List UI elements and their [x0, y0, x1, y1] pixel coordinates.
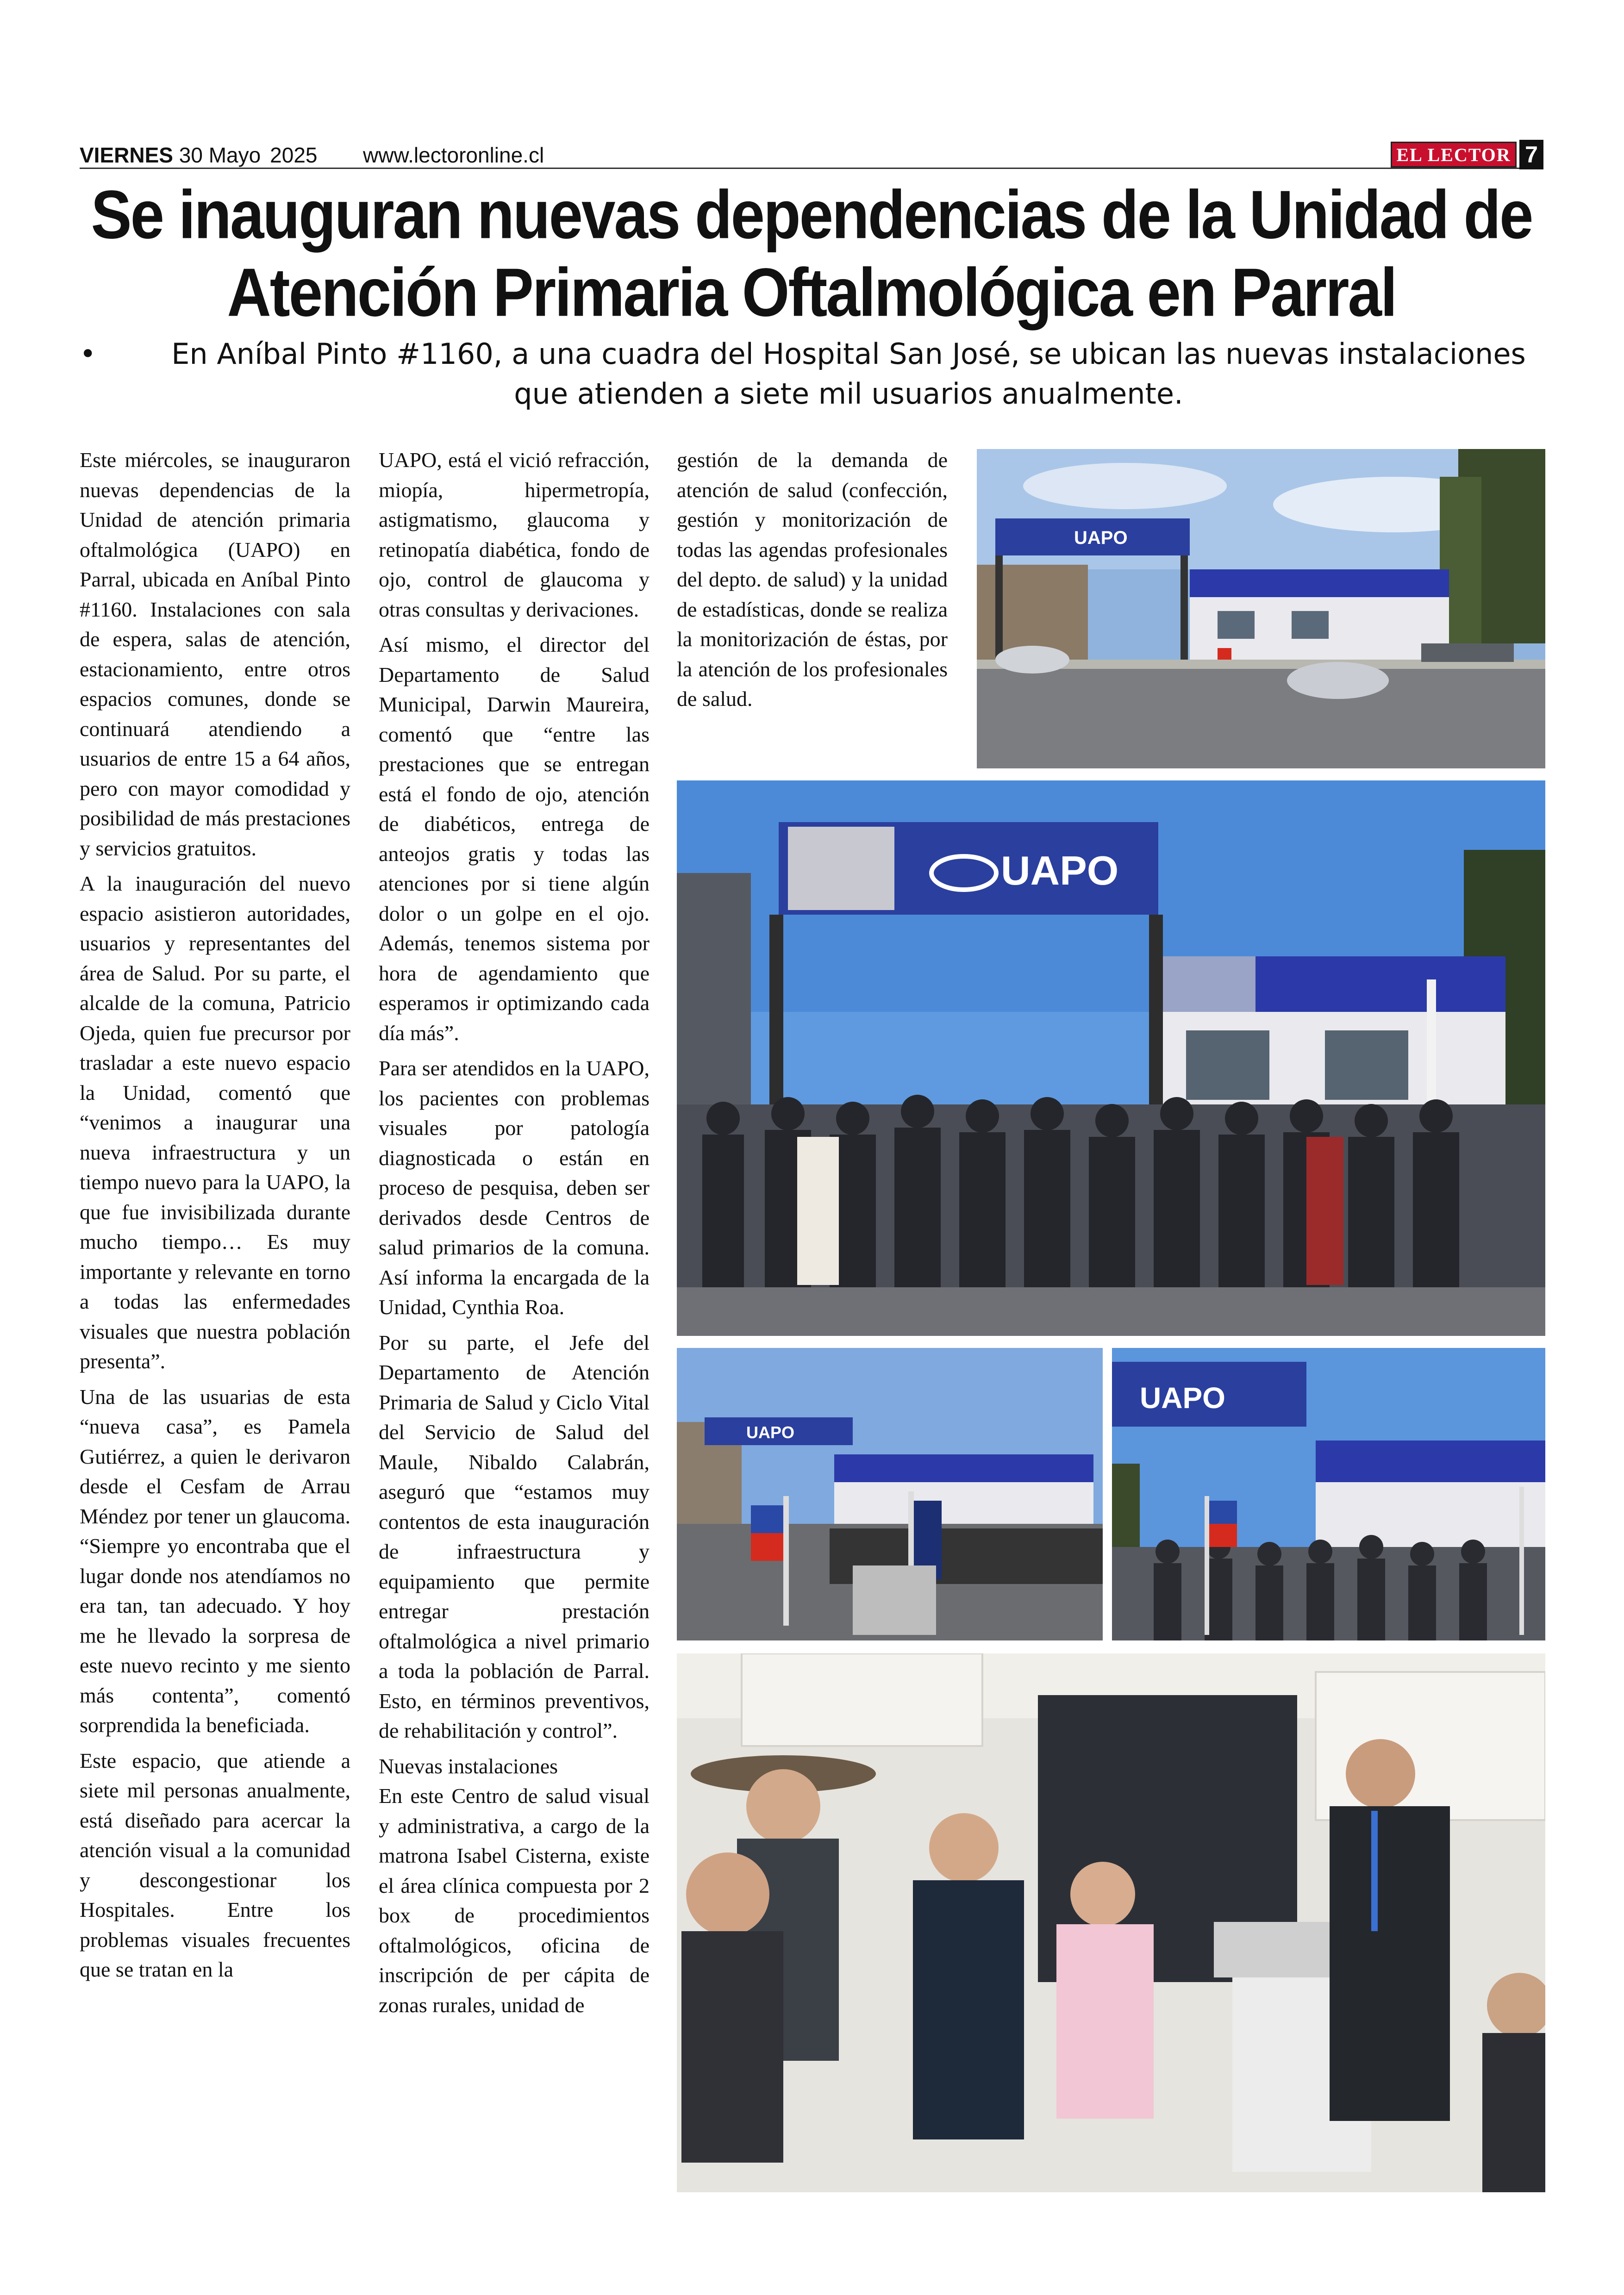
column3-paragraph: gestión de la demanda de atención de salud (confección, gestión y monitorización de todas las agendas profesionales del depto. de salud) y la unidad de estadísticas, donde se realiza la monitorización de éstas, por la atención de los profesionales de salud.	[677, 448, 948, 711]
column1-paragraph: Este miércoles, se inauguraron nuevas dependencias de la Unidad de atención primaria oftalmológica (UAPO) en Parral, ubicada en Aníbal Pinto #1160. Instalaciones con sala de espera, salas de atención, estacionamiento, entre otros espacios comunes, donde se continuará atendiendo a usuarios de entre 15 a 64 años, pero con mayor comodidad y posibilidad de más prestaciones y servicios gratuitos.	[80, 448, 350, 860]
deck-text: En Aníbal Pinto #1160, a una cuadra del Hospital San José, se ubican las nuevas instalaciones que atienden a siete mil usuarios anualmente.	[171, 337, 1526, 411]
article-headline	[80, 176, 1543, 331]
photo-group-inauguration-image	[677, 780, 1545, 1336]
newspaper-logo-text: EL LECTOR	[1396, 144, 1511, 165]
column2-paragraph: Así mismo, el director del Departamento de Salud Municipal, Darwin Maureira, comentó que “entre las prestaciones que se entregan está el fondo de ojo, atención de diabéticos, entrega de anteojos gratis y todas las atenciones por si tiene algún dolor o un golpe en el ojo. Además, tenemos sistema por hora de agendamiento que esperamos ir optimizando cada día más”.	[379, 633, 650, 1045]
photo-facade-flags-image	[677, 1348, 1103, 1640]
column2-paragraph: Por su parte, el Jefe del Departamento de Atención Primaria de Salud y Ciclo Vital del Servicio de Salud del Maule, Nibaldo Calabrán, aseguró que “estamos muy contentos de esta inauguración de infraestructura y equipamiento que permite entregar prestación oftalmológica a nivel primario a toda la población de Parral. Esto, en términos preventivos, de rehabilitación y control”.	[379, 1330, 650, 1742]
photo-group-inauguration	[677, 780, 1545, 1336]
column2-paragraph: UAPO, está el vició refracción, miopía, hipermetropía, astigmatismo, glaucoma y retinopatía diabética, fondo de ojo, control de glaucoma y otras consultas y derivaciones.	[379, 448, 650, 621]
photo-facade-flags	[677, 1348, 1103, 1640]
deck-bullet: •	[80, 338, 96, 370]
column1-paragraph: Una de las usuarias de esta “nueva casa”, es Pamela Gutiérrez, a quien le derivaron desde el Cesfam de Arrau Méndez por tener un glaucoma. “Siempre yo encontraba que el lugar donde nos atendíamos no era tan, tan adecuado. Y hoy me he llevado la sorpresa de este nuevo recinto y me siento más contenta”, comentó sorprendida la beneficiada.	[80, 1384, 350, 1737]
article-column-2	[379, 445, 650, 2026]
column1-paragraph: Este espacio, que atiende a siete mil personas anualmente, está diseñado para acercar la atención visual a la comunidad y descongestionar los Hospitales. Entre los problemas visuales frecuentes que se tratan en la	[80, 1748, 350, 1981]
header-day: VIERNES	[80, 143, 173, 167]
column2-paragraph: En este Centro de salud visual y administrativa, a cargo de la matrona Isabel Cisterna, existe el área clínica compuesta por 2 box de procedimientos oftalmológicos, oficina de inscripción de per cápita de zonas rurales, unidad de	[379, 1784, 650, 2017]
page-number: 7	[1519, 140, 1543, 169]
photo2-sign-text: UAPO	[1001, 848, 1119, 893]
column2-paragraph: Para ser atendidos en la UAPO, los pacientes con problemas visuales por patología diagnosticada o están en proceso de pesquisa, deben ser derivados desde Centros de salud primarios de la comuna. Así informa la encargada de la Unidad, Cynthia Roa.	[379, 1056, 650, 1319]
photo-ribbon-cutting-image	[1112, 1348, 1545, 1640]
article-column-1	[80, 445, 350, 1990]
page-header	[80, 140, 1543, 168]
article-column-3	[677, 445, 948, 720]
photo1-sign-text: UAPO	[1074, 528, 1128, 548]
header-date-number: 30	[179, 143, 203, 167]
column2-subheading: Nuevas instalaciones	[379, 1754, 558, 1778]
newspaper-logo	[1391, 142, 1517, 168]
headline-line-2: Atención Primaria Oftalmológica en Parral	[227, 254, 1396, 331]
headline-line-1: Se inauguran nuevas dependencias de la Unidad de	[91, 176, 1532, 253]
header-rule	[80, 168, 1543, 169]
column1-paragraph: A la inauguración del nuevo espacio asistieron autoridades, usuarios y representantes del área de Salud. Por su parte, el alcalde de la comuna, Patricio Ojeda, quien fue precursor por trasladar a este nuevo espacio la Unidad, comentó que “venimos a inaugurar una nueva infraestructura y un tiempo nuevo para la UAPO, la que fue invisibilizada durante mucho tiempo… Es muy importante y relevante en torno a todas las enfermedades visuales que nuestra población presenta”.	[80, 872, 350, 1373]
header-date	[80, 143, 318, 168]
photo4-sign-text: UAPO	[1140, 1381, 1225, 1415]
header-website-link[interactable]: www.lectoronline.cl	[363, 143, 544, 167]
header-year: 2025	[270, 143, 318, 167]
photo-building-street-image	[977, 449, 1545, 768]
photo-clinic-interior	[677, 1653, 1545, 2192]
photo-building-street	[977, 449, 1545, 768]
article-deck	[80, 334, 1543, 414]
photo-clinic-interior-image	[677, 1653, 1545, 2192]
photo-ribbon-cutting	[1112, 1348, 1545, 1640]
photo3-sign-text: UAPO	[746, 1423, 795, 1442]
header-month: Mayo	[208, 143, 261, 167]
